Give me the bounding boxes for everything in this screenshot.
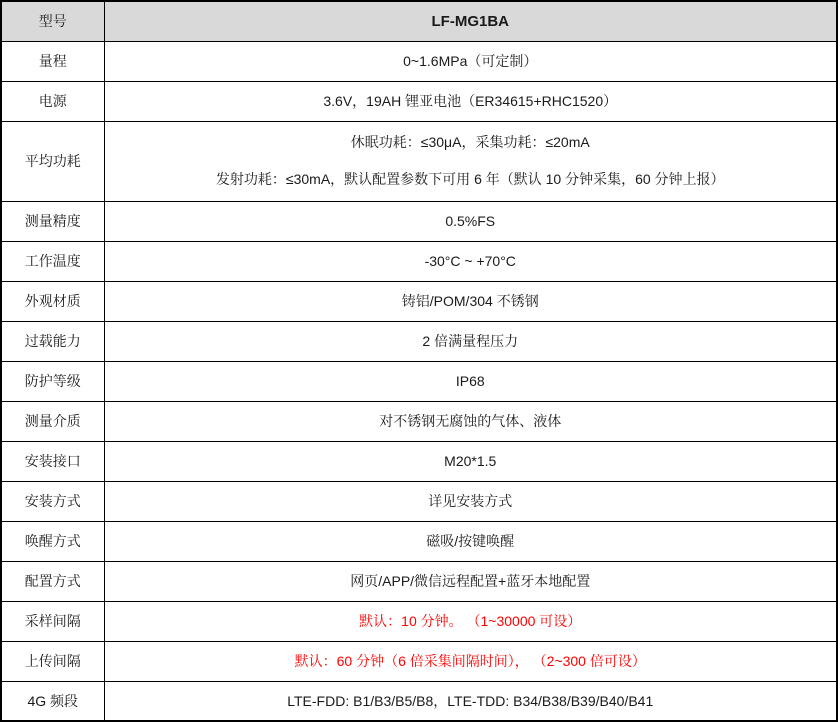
spec-label: 防护等级 [1,361,104,401]
spec-value: 铸铝/POM/304 不锈钢 [104,281,837,321]
spec-header-value: LF-MG1BA [104,1,837,41]
spec-label: 唤醒方式 [1,521,104,561]
spec-value: 0.5%FS [104,201,837,241]
spec-label: 配置方式 [1,561,104,601]
spec-label: 量程 [1,41,104,81]
spec-row-configuration [1,561,837,601]
spec-value: 0~1.6MPa（可定制） [104,41,837,81]
spec-label: 测量精度 [1,201,104,241]
spec-label: 电源 [1,81,104,121]
spec-label: 4G 频段 [1,681,104,721]
spec-label: 工作温度 [1,241,104,281]
spec-value: 对不锈钢无腐蚀的气体、液体 [104,401,837,441]
spec-value: IP68 [104,361,837,401]
spec-label: 安装接口 [1,441,104,481]
spec-row-power-supply [1,81,837,121]
spec-row-sampling-interval [1,601,837,641]
spec-row-avg-consumption [1,121,837,201]
spec-row-material [1,281,837,321]
spec-label: 平均功耗 [1,121,104,201]
spec-row-range [1,41,837,81]
spec-row-protection-rating [1,361,837,401]
spec-value: LTE-FDD: B1/B3/B5/B8，LTE-TDD: B34/B38/B39/B40/B41 [104,681,837,721]
spec-header-row [1,1,837,41]
spec-value: 网页/APP/微信远程配置+蓝牙本地配置 [104,561,837,601]
spec-label: 过载能力 [1,321,104,361]
spec-label: 采样间隔 [1,601,104,641]
spec-row-4g-bands [1,681,837,721]
spec-label: 上传间隔 [1,641,104,681]
spec-value: 2 倍满量程压力 [104,321,837,361]
spec-row-upload-interval [1,641,837,681]
spec-value: 3.6V，19AH 锂亚电池（ER34615+RHC1520） [104,81,837,121]
spec-value: M20*1.5 [104,441,837,481]
spec-value: 磁吸/按键唤醒 [104,521,837,561]
spec-row-media [1,401,837,441]
spec-value: 默认：60 分钟（6 倍采集间隔时间）， （2~300 倍可设） [104,641,837,681]
spec-row-mounting-interface [1,441,837,481]
spec-value: 详见安装方式 [104,481,837,521]
spec-value: -30°C ~ +70°C [104,241,837,281]
spec-row-accuracy [1,201,837,241]
spec-value-line-2: 发射功耗：≤30mA，默认配置参数下可用 6 年（默认 10 分钟采集，60 分钟上报） [215,171,725,187]
spec-row-wakeup [1,521,837,561]
spec-label: 外观材质 [1,281,104,321]
spec-label: 测量介质 [1,401,104,441]
spec-value [104,121,837,201]
spec-label: 安装方式 [1,481,104,521]
spec-row-installation [1,481,837,521]
spec-row-operating-temp [1,241,837,281]
spec-value: 默认：10 分钟。 （1~30000 可设） [104,601,837,641]
spec-value-line-1: 休眠功耗：≤30μA，采集功耗：≤20mA [350,134,590,150]
spec-header-label: 型号 [1,1,104,41]
spec-row-overload [1,321,837,361]
